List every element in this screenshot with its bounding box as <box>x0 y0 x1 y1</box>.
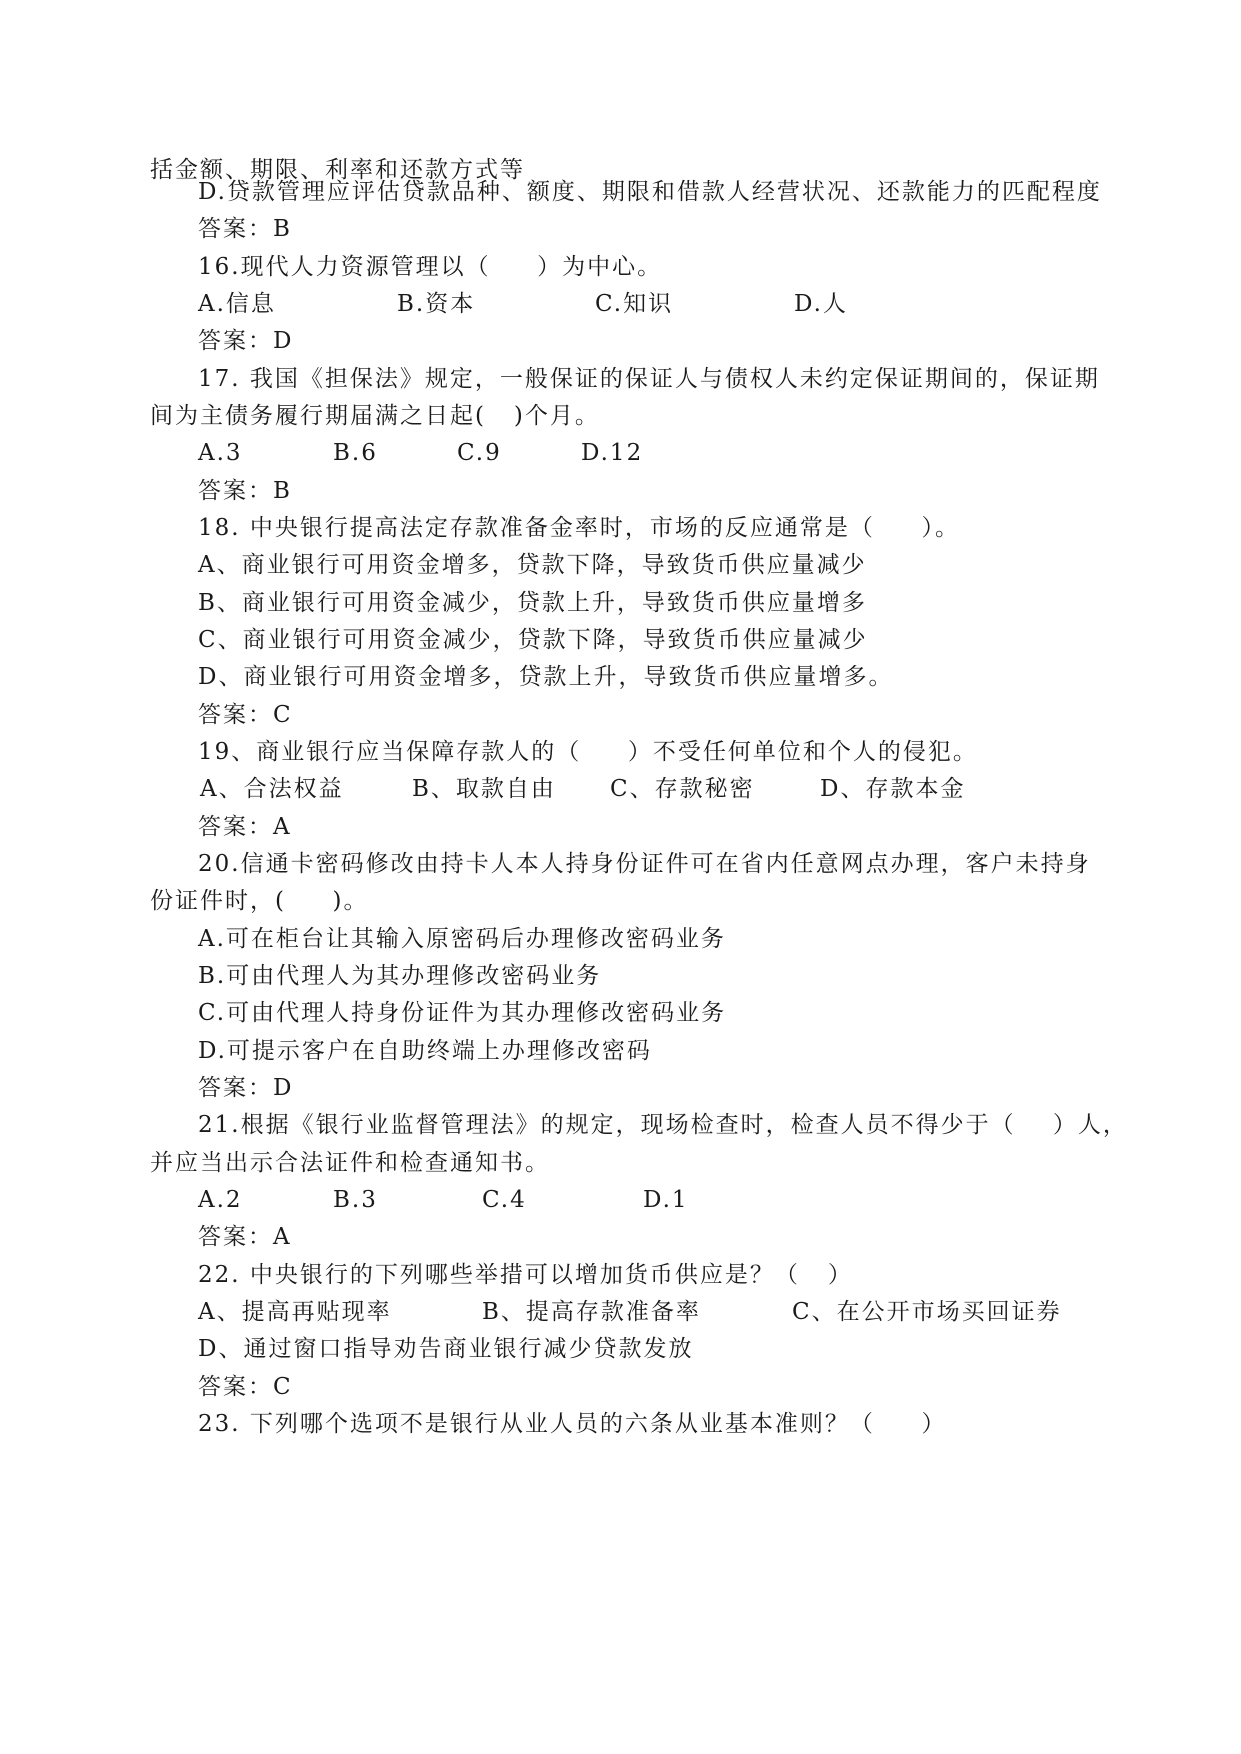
question-23: 23. 下列哪个选项不是银行从业人员的六条从业基本准则？（ ） <box>198 1411 947 1437</box>
option-c: C.9 <box>457 440 502 466</box>
option-b: B、取款自由 <box>412 776 556 802</box>
answer: 答案：D <box>198 328 294 354</box>
question-20-line-2: 份证件时，( )。 <box>150 888 369 914</box>
answer: 答案：A <box>198 1224 292 1250</box>
option-a: A、提高再贴现率 <box>198 1299 392 1325</box>
answer: 答案：A <box>198 814 292 840</box>
option-b: B、提高存款准备率 <box>482 1299 701 1325</box>
option-d: D.贷款管理应评估贷款品种、额度、期限和借款人经营状况、还款能力的匹配程度 <box>198 179 1102 205</box>
option-a: A.可在柜台让其输入原密码后办理修改密码业务 <box>198 926 726 952</box>
option-a: A.2 <box>198 1187 243 1213</box>
option-c: C.4 <box>482 1187 527 1213</box>
option-b: B.3 <box>333 1187 378 1213</box>
option-d: D、通过窗口指导劝告商业银行减少贷款发放 <box>198 1336 694 1362</box>
option-c: C.知识 <box>595 291 674 317</box>
option-c: C、商业银行可用资金减少，贷款下降，导致货币供应量减少 <box>198 627 868 653</box>
option-b: B.可由代理人为其办理修改密码业务 <box>198 963 602 989</box>
answer: 答案：D <box>198 1075 294 1101</box>
option-b: B.资本 <box>397 291 476 317</box>
question-21-line-2: 并应当出示合法证件和检查通知书。 <box>150 1150 550 1176</box>
answer: 答案：C <box>198 1374 293 1400</box>
option-c: C、在公开市场买回证券 <box>792 1299 1062 1325</box>
answer: 答案：C <box>198 702 293 728</box>
answer: 答案：B <box>198 216 292 242</box>
continued-option-text: 括金额、期限、利率和还款方式等 <box>150 157 525 183</box>
question-18: 18. 中央银行提高法定存款准备金率时，市场的反应通常是（ ）。 <box>198 515 960 541</box>
option-d: D.可提示客户在自助终端上办理修改密码 <box>198 1038 652 1064</box>
option-a: A.信息 <box>198 291 276 317</box>
option-b: B.6 <box>333 440 378 466</box>
option-a: A.3 <box>198 440 243 466</box>
option-d: D.12 <box>581 440 644 466</box>
option-d: D、存款本金 <box>820 776 966 802</box>
option-d: D.人 <box>794 291 848 317</box>
option-a: A、合法权益 <box>200 776 344 802</box>
option-d: D.1 <box>643 1187 689 1213</box>
question-16: 16.现代人力资源管理以（ ）为中心。 <box>198 254 663 280</box>
question-17-line-1: 17. 我国《担保法》规定，一般保证的保证人与债权人未约定保证期间的，保证期 <box>198 366 1100 392</box>
option-d: D、商业银行可用资金增多，贷款上升，导致货币供应量增多。 <box>198 664 894 690</box>
question-20-line-1: 20.信通卡密码修改由持卡人本人持身份证件可在省内任意网点办理，客户未持身 <box>198 851 1091 877</box>
question-17-line-2: 间为主债务履行期届满之日起( )个月。 <box>150 403 600 429</box>
option-c: C.可由代理人持身份证件为其办理修改密码业务 <box>198 1000 727 1026</box>
option-a: A、商业银行可用资金增多，贷款下降，导致货币供应量减少 <box>198 552 867 578</box>
question-21-line-1: 21.根据《银行业监督管理法》的规定，现场检查时，检查人员不得少于（ ）人， <box>198 1112 1128 1138</box>
option-c: C、存款秘密 <box>610 776 755 802</box>
answer: 答案：B <box>198 478 292 504</box>
option-b: B、商业银行可用资金减少，贷款上升，导致货币供应量增多 <box>198 590 867 616</box>
question-19: 19、商业银行应当保障存款人的（ ）不受任何单位和个人的侵犯。 <box>198 739 978 765</box>
question-22: 22. 中央银行的下列哪些举措可以增加货币供应是？（ ） <box>198 1262 853 1288</box>
